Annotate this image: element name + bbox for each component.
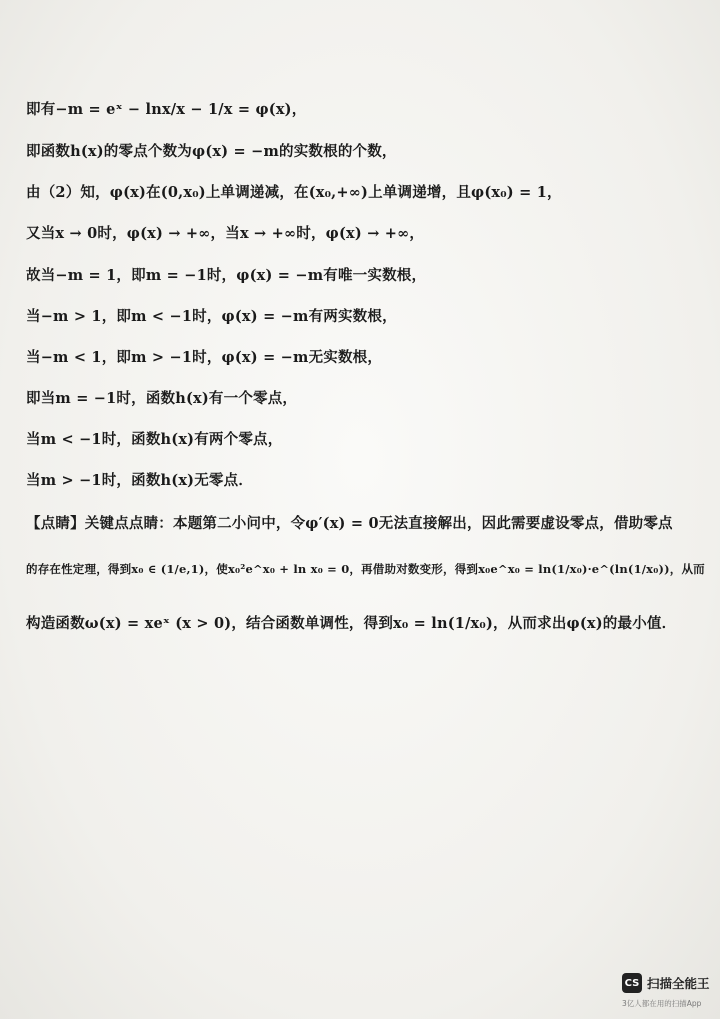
solution-line-2: 即函数h(x)的零点个数为φ(x) = −m的实数根的个数， bbox=[26, 143, 397, 160]
solution-line-3: 由（2）知，φ(x)在(0,x₀)上单调递减，在(x₀,+∞)上单调递增，且φ(x₀) = 1， bbox=[26, 184, 562, 201]
watermark-brand: 扫描全能王 bbox=[647, 976, 710, 991]
solution-line-5: 故当−m = 1，即m = −1时，φ(x) = −m有唯一实数根， bbox=[26, 267, 427, 284]
solution-line-7: 当−m < 1，即m > −1时，φ(x) = −m无实数根， bbox=[26, 349, 383, 366]
camscanner-logo-icon: CS bbox=[622, 973, 642, 993]
solution-line-4: 又当x → 0时，φ(x) → +∞，当x → +∞时，φ(x) → +∞， bbox=[26, 225, 425, 242]
solution-line-9: 当m < −1时，函数h(x)有两个零点， bbox=[26, 431, 283, 448]
key-point-line-3: 构造函数ω(x) = xeˣ (x > 0)，结合函数单调性，得到x₀ = ln(1/x₀)，从而求出φ(x)的最小值． bbox=[26, 615, 677, 632]
solution-line-1: 即有−m = eˣ − lnx/x − 1/x = φ(x)， bbox=[26, 101, 307, 118]
solution-line-6: 当−m > 1，即m < −1时，φ(x) = −m有两实数根， bbox=[26, 308, 397, 325]
solution-line-8: 即当m = −1时，函数h(x)有一个零点， bbox=[26, 390, 298, 407]
key-point-line-1: 【点睛】关键点点睛：本题第二小问中，令φ′(x) = 0无法直接解出，因此需要虚设零点，借助零点 bbox=[26, 515, 673, 532]
solution-line-10: 当m > −1时，函数h(x)无零点． bbox=[26, 472, 254, 489]
scanner-watermark bbox=[622, 973, 710, 993]
watermark-tagline: 3亿人都在用的扫描App bbox=[622, 999, 702, 1008]
key-point-line-2: 的存在性定理，得到x₀ ∈ (1/e,1)，使x₀²e^x₀ + ln x₀ = 0，再借助对数变形，得到x₀e^x₀ = ln(1/x₀)·e^(ln(1/x₀))，从而 bbox=[26, 562, 705, 576]
